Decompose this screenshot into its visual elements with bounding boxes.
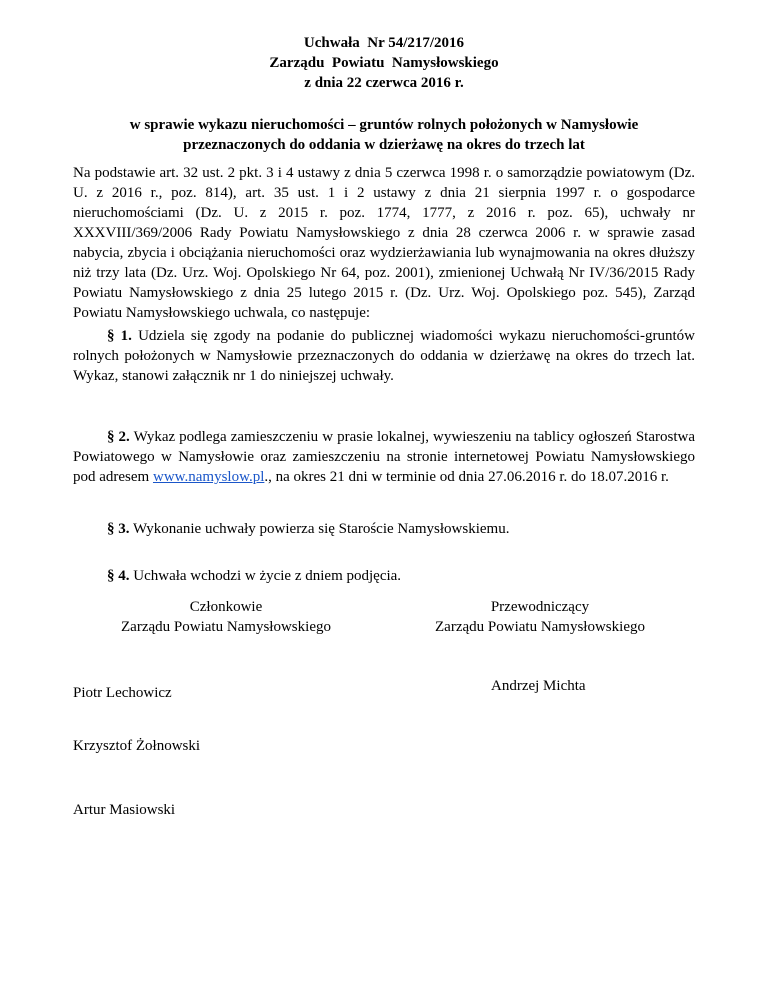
subject-line-1: w sprawie wykazu nieruchomości – gruntów rolnych położonych w Namysłowie [129,117,639,133]
members-title: Członkowie [189,599,263,615]
resolution-date: z dnia 22 czerwca 2016 r. [304,75,464,91]
section-3 [107,519,695,539]
subject-line-2: przeznaczonych do oddania w dzierżawę na okres do trzech lat [183,137,585,153]
chair-name: Andrzej Michta [491,678,586,694]
members-signature-block [98,597,354,637]
section-1-label: § 1. [107,328,132,344]
section-4 [107,566,695,586]
section-1 [73,326,695,386]
section-2-label: § 2. [107,429,130,445]
section-3-text: Wykonanie uchwały powierza się Staroście Namysłowskiemu. [129,521,510,537]
chair-title: Przewodniczący [490,599,590,615]
section-4-text: Uchwała wchodzi w życie z dniem podjęcia. [129,568,402,584]
legal-basis-paragraph: Na podstawie art. 32 ust. 2 pkt. 3 i 4 ustawy z dnia 5 czerwca 1998 r. o samorządzie powiatowym (Dz. U. z 2016 r., poz. 814), art. 35 ust. 1 i 2 ustawy z dnia 21 sierpnia 1997 r. o gospodarce nieruchomościami (Dz. U. z 2015 r. poz. 1774, 1777, z 2016 r. poz. 65), uchwały nr XXXVIII/369/2006 Rady Powiatu Namysłowskiego z dnia 28 czerwca 2006 r. w sprawie zasad nabycia, zbycia i obciążania nieruchomości oraz wydzierżawiania lub wynajmowania na okres dłuższy niż trzy lata (Dz. Urz. Woj. Opolskiego Nr 64, poz. 2001), zmienionej Uchwałą Nr IV/36/2015 Rady Powiatu Namysłowskiego z dnia 25 lutego 2015 r. (Dz. Urz. Woj. Opolskiego poz. 545), Zarząd Powiatu Namysłowskiego uchwala, co następuje: [73,165,695,321]
resolution-number: Uchwała Nr 54/217/2016 [303,35,465,51]
section-1-text: Udziela się zgody na podanie do publicznej wiadomości wykazu nieruchomości-gruntów rolnych położonych w Namysłowie przeznaczonych do oddania w dzierżawę na okres do trzech lat. Wykaz, stanowi załącznik nr 1 do niniejszej uchwały. [73,328,696,384]
member-name: Piotr Lechowicz [73,685,172,701]
section-2-text-b: ., na okres 21 dni w terminie od dnia 27.06.2016 r. do 18.07.2016 r. [264,469,669,485]
section-4-label: § 4. [107,568,130,584]
resolution-subject [80,115,688,155]
section-2-text-a: Wykaz podlega zamieszczeniu w prasie lokalnej, wywieszeniu na tablicy ogłoszeń Starostwa Powiatowego w Namysłowie oraz zamieszczeniu na stronie internetowej Powiatu Namysłowskiego pod adresem [73,429,695,485]
chair-body: Zarządu Powiatu Namysłowskiego [435,619,645,635]
section-2 [73,427,695,487]
resolution-header [0,33,768,93]
members-body: Zarządu Powiatu Namysłowskiego [121,619,331,635]
member-name: Krzysztof Żołnowski [73,738,201,754]
website-link[interactable]: www.namyslow.pl [152,469,265,485]
section-3-label: § 3. [107,521,130,537]
chair-signature-block [420,597,660,637]
member-name: Artur Masiowski [73,802,176,818]
resolution-issuer: Zarządu Powiatu Namysłowskiego [269,55,499,71]
